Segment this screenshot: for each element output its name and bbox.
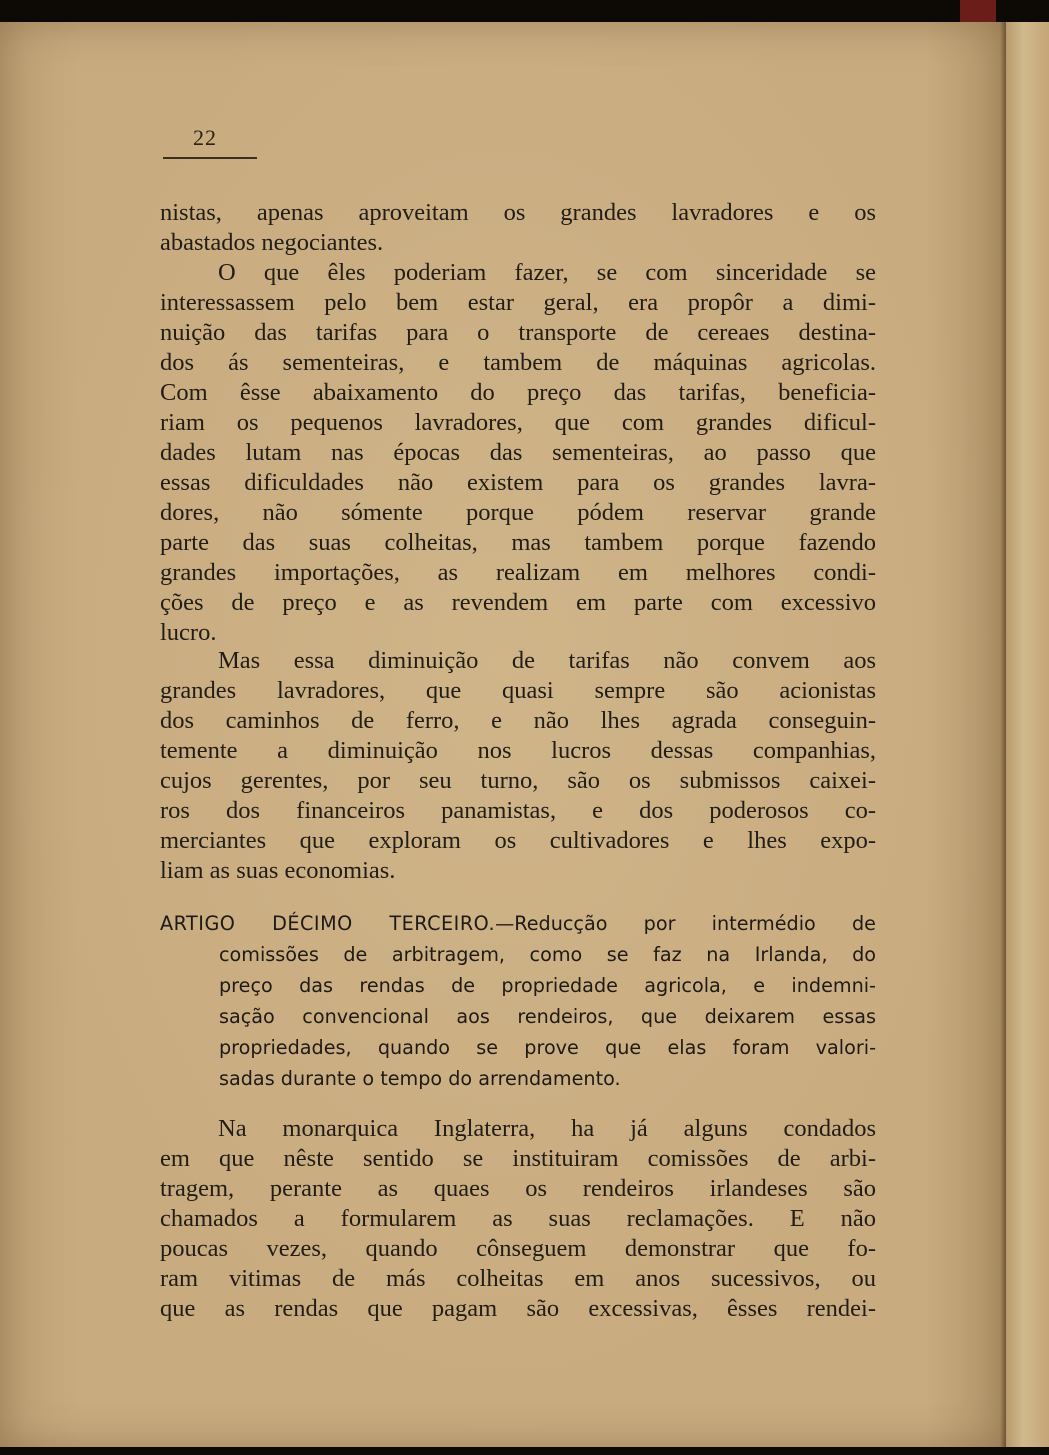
article-heading: ARTIGO DÉCIMO TERCEIRO. bbox=[160, 912, 496, 935]
page-number-rule bbox=[163, 157, 257, 159]
text-line: nuição das tarifas para o transporte de cereaes destina- bbox=[160, 319, 876, 346]
article-title-start: —Reducção por intermédio de bbox=[495, 912, 876, 935]
text-line: tragem, perante as quaes os rendeiros irlandeses são bbox=[160, 1175, 876, 1202]
book-spine bbox=[1006, 22, 1049, 1447]
text-line: essas dificuldades não existem para os grandes lavra- bbox=[160, 469, 876, 496]
text-line: liam as suas economias. bbox=[160, 857, 396, 884]
page-number: 22 bbox=[193, 125, 217, 150]
text-line: parte das suas colheitas, mas tambem porque fazendo bbox=[160, 529, 876, 556]
text-line: lucro. bbox=[160, 619, 217, 646]
article-thirteen bbox=[160, 908, 876, 1094]
text-line: ções de preço e as revendem em parte com excessivo bbox=[160, 589, 876, 616]
binding-ribbon bbox=[960, 0, 996, 22]
article-line: comissões de arbitragem, como se faz na Irlanda, do bbox=[219, 943, 876, 966]
text-line: em que nêste sentido se instituiram comissões de arbi- bbox=[160, 1145, 876, 1172]
text-line: Mas essa diminuição de tarifas não convem aos bbox=[218, 647, 876, 674]
text-line: temente a diminuição nos lucros dessas companhias, bbox=[160, 737, 876, 764]
paragraph-shareholders bbox=[160, 646, 876, 886]
text-line: riam os pequenos lavradores, que com grandes dificul- bbox=[160, 409, 876, 436]
article-first-line bbox=[160, 908, 876, 939]
paragraph-tariffs bbox=[160, 258, 876, 648]
text-line: que as rendas que pagam são excessivas, êsses rendei- bbox=[160, 1295, 876, 1322]
article-line: preço das rendas de propriedade agricola, e indemni- bbox=[219, 974, 876, 997]
text-line: poucas vezes, quando cônseguem demonstrar que fo- bbox=[160, 1235, 876, 1262]
text-line: dos ás sementeiras, e tambem de máquinas agricolas. bbox=[160, 349, 876, 376]
article-line: propriedades, quando se prove que elas foram valori- bbox=[219, 1036, 876, 1059]
text-line: Na monarquica Inglaterra, ha já alguns condados bbox=[218, 1115, 876, 1142]
text-line: merciantes que exploram os cultivadores e lhes expo- bbox=[160, 827, 876, 854]
text-line: cujos gerentes, por seu turno, são os submissos caixei- bbox=[160, 767, 876, 794]
text-line: grandes lavradores, que quasi sempre são acionistas bbox=[160, 677, 876, 704]
text-line: ros dos financeiros panamistas, e dos poderosos co- bbox=[160, 797, 876, 824]
text-line: Com êsse abaixamento do preço das tarifas, beneficia- bbox=[160, 379, 876, 406]
paragraph-england bbox=[160, 1114, 876, 1324]
article-line: sação convencional aos rendeiros, que deixarem essas bbox=[219, 1005, 876, 1028]
text-line: dos caminhos de ferro, e não lhes agrada conseguin- bbox=[160, 707, 876, 734]
text-line: ram vitimas de más colheitas em anos sucessivos, ou bbox=[160, 1265, 876, 1292]
text-line: interessassem pelo bem estar geral, era propôr a dimi- bbox=[160, 289, 876, 316]
text-line: nistas, apenas aproveitam os grandes lavradores e os bbox=[160, 199, 876, 226]
article-line: sadas durante o tempo do arrendamento. bbox=[219, 1067, 621, 1090]
text-line: abastados negociantes. bbox=[160, 229, 384, 256]
text-line: dores, não sómente porque pódem reservar grande bbox=[160, 499, 876, 526]
text-line: O que êles poderiam fazer, se com sinceridade se bbox=[218, 259, 876, 286]
paragraph-continuation bbox=[160, 198, 876, 258]
text-line: grandes importações, as realizam em melhores condi- bbox=[160, 559, 876, 586]
text-line: dades lutam nas épocas das sementeiras, ao passo que bbox=[160, 439, 876, 466]
text-line: chamados a formularem as suas reclamações. E não bbox=[160, 1205, 876, 1232]
